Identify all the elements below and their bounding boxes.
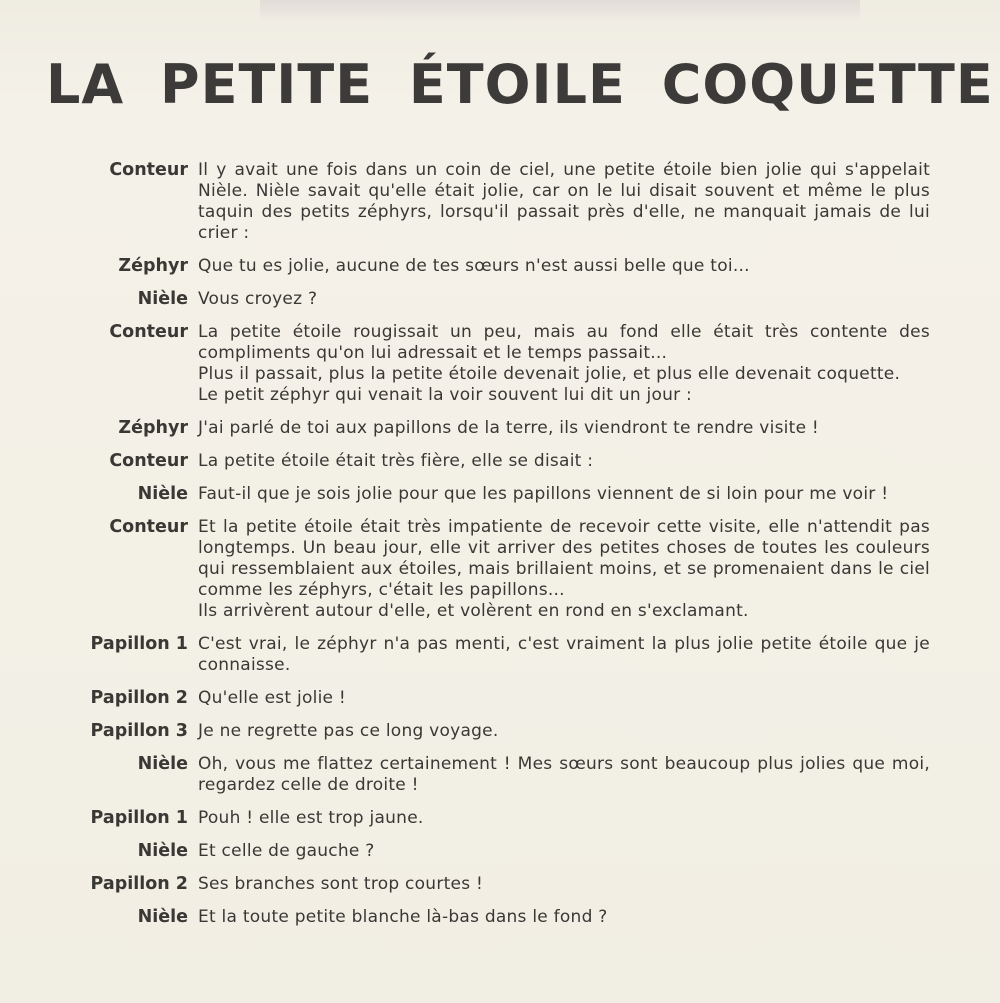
dialogue-entry (70, 754, 930, 796)
speech-paragraph: Faut-il que je sois jolie pour que les papillons viennent de si loin pour me voir ! (198, 484, 889, 504)
speech-paragraph: Et celle de gauche ? (198, 841, 375, 861)
speech-paragraph: Et la petite étoile était très impatiente de recevoir cette visite, elle n'attendit pas longtemps. Un beau jour, elle vit arriver des petites choses de toutes les couleurs qui ressemblaient aux étoiles, mais brillaient moins, et se promenaient dans le ciel comme les zéphyrs, c'était les papillons... (198, 517, 930, 600)
speech-paragraph: Ses branches sont trop courtes ! (198, 874, 484, 894)
dialogue-entry (70, 451, 930, 472)
speech-paragraph: Le petit zéphyr qui venait la voir souvent lui dit un jour : (198, 385, 693, 405)
speech-text (198, 484, 930, 505)
speaker-name: Conteur (109, 451, 188, 471)
speaker-name: Papillon 2 (90, 874, 188, 894)
speaker-name: Nièle (137, 841, 188, 861)
dialogue-entry (70, 907, 930, 928)
speech-text (198, 688, 930, 709)
speaker-name: Papillon 3 (90, 721, 188, 741)
speaker-name: Nièle (137, 754, 188, 774)
speaker-name: Conteur (109, 160, 188, 180)
dialogue-entry (70, 874, 930, 895)
speech-paragraph: Vous croyez ? (198, 289, 318, 309)
dialogue-entry (70, 418, 930, 439)
speech-paragraph: C'est vrai, le zéphyr n'a pas menti, c'est vraiment la plus jolie petite étoile que je connaisse. (198, 634, 930, 675)
speech-paragraph: J'ai parlé de toi aux papillons de la terre, ils viendront te rendre visite ! (198, 418, 819, 438)
speech-paragraph: Oh, vous me flattez certainement ! Mes sœurs sont beaucoup plus jolies que moi, regardez celle de droite ! (198, 754, 930, 795)
speech-text (198, 754, 930, 796)
speech-text (198, 721, 930, 742)
speaker-name: Nièle (137, 289, 188, 309)
speech-paragraph: Et la toute petite blanche là-bas dans le fond ? (198, 907, 608, 927)
speech-paragraph: Plus il passait, plus la petite étoile devenait jolie, et plus elle devenait coquette. (198, 364, 901, 384)
dialogue-entry (70, 160, 930, 244)
speech-text (198, 418, 930, 439)
speech-paragraph: La petite étoile rougissait un peu, mais au fond elle était très contente des compliments qu'on lui adressait et le temps passait... (198, 322, 930, 363)
dialogue-entry (70, 808, 930, 829)
dialogue-entry (70, 289, 930, 310)
page-title: LA PETITE ÉTOILE COQUETTE (46, 53, 994, 116)
speech-text (198, 907, 930, 928)
dialogue-entry (70, 484, 930, 505)
dialogue-list (70, 160, 930, 940)
speech-text (198, 451, 930, 472)
dialogue-entry (70, 634, 930, 676)
speaker-name: Papillon 1 (90, 634, 188, 654)
dialogue-entry (70, 517, 930, 622)
speech-paragraph: Ils arrivèrent autour d'elle, et volèrent en rond en s'exclamant. (198, 601, 749, 621)
speech-paragraph: Je ne regrette pas ce long voyage. (198, 721, 499, 741)
speaker-name: Zéphyr (118, 256, 188, 276)
speech-text (198, 874, 930, 895)
dialogue-entry (70, 256, 930, 277)
speech-text (198, 808, 930, 829)
speech-text (198, 517, 930, 622)
speech-paragraph: La petite étoile était très fière, elle se disait : (198, 451, 594, 471)
speaker-name: Conteur (109, 322, 188, 342)
speech-text (198, 289, 930, 310)
dialogue-entry (70, 322, 930, 406)
speaker-name: Papillon 2 (90, 688, 188, 708)
dialogue-entry (70, 688, 930, 709)
speaker-name: Nièle (137, 484, 188, 504)
speaker-name: Conteur (109, 517, 188, 537)
speech-paragraph: Qu'elle est jolie ! (198, 688, 346, 708)
dialogue-entry (70, 841, 930, 862)
dialogue-entry (70, 721, 930, 742)
speech-text (198, 160, 930, 244)
speaker-name: Nièle (137, 907, 188, 927)
paper-discoloration (260, 0, 860, 22)
speech-text (198, 841, 930, 862)
speech-text (198, 322, 930, 406)
speech-text (198, 256, 930, 277)
speaker-name: Zéphyr (118, 418, 188, 438)
speech-paragraph: Il y avait une fois dans un coin de ciel, une petite étoile bien jolie qui s'appelait Nièle. Nièle savait qu'elle était jolie, car on le lui disait souvent et même le plus taquin des petits zéphyrs, lorsqu'il passait près d'elle, ne manquait jamais de lui crier : (198, 160, 930, 243)
speech-paragraph: Pouh ! elle est trop jaune. (198, 808, 424, 828)
speech-paragraph: Que tu es jolie, aucune de tes sœurs n'est aussi belle que toi... (198, 256, 750, 276)
speaker-name: Papillon 1 (90, 808, 188, 828)
speech-text (198, 634, 930, 676)
